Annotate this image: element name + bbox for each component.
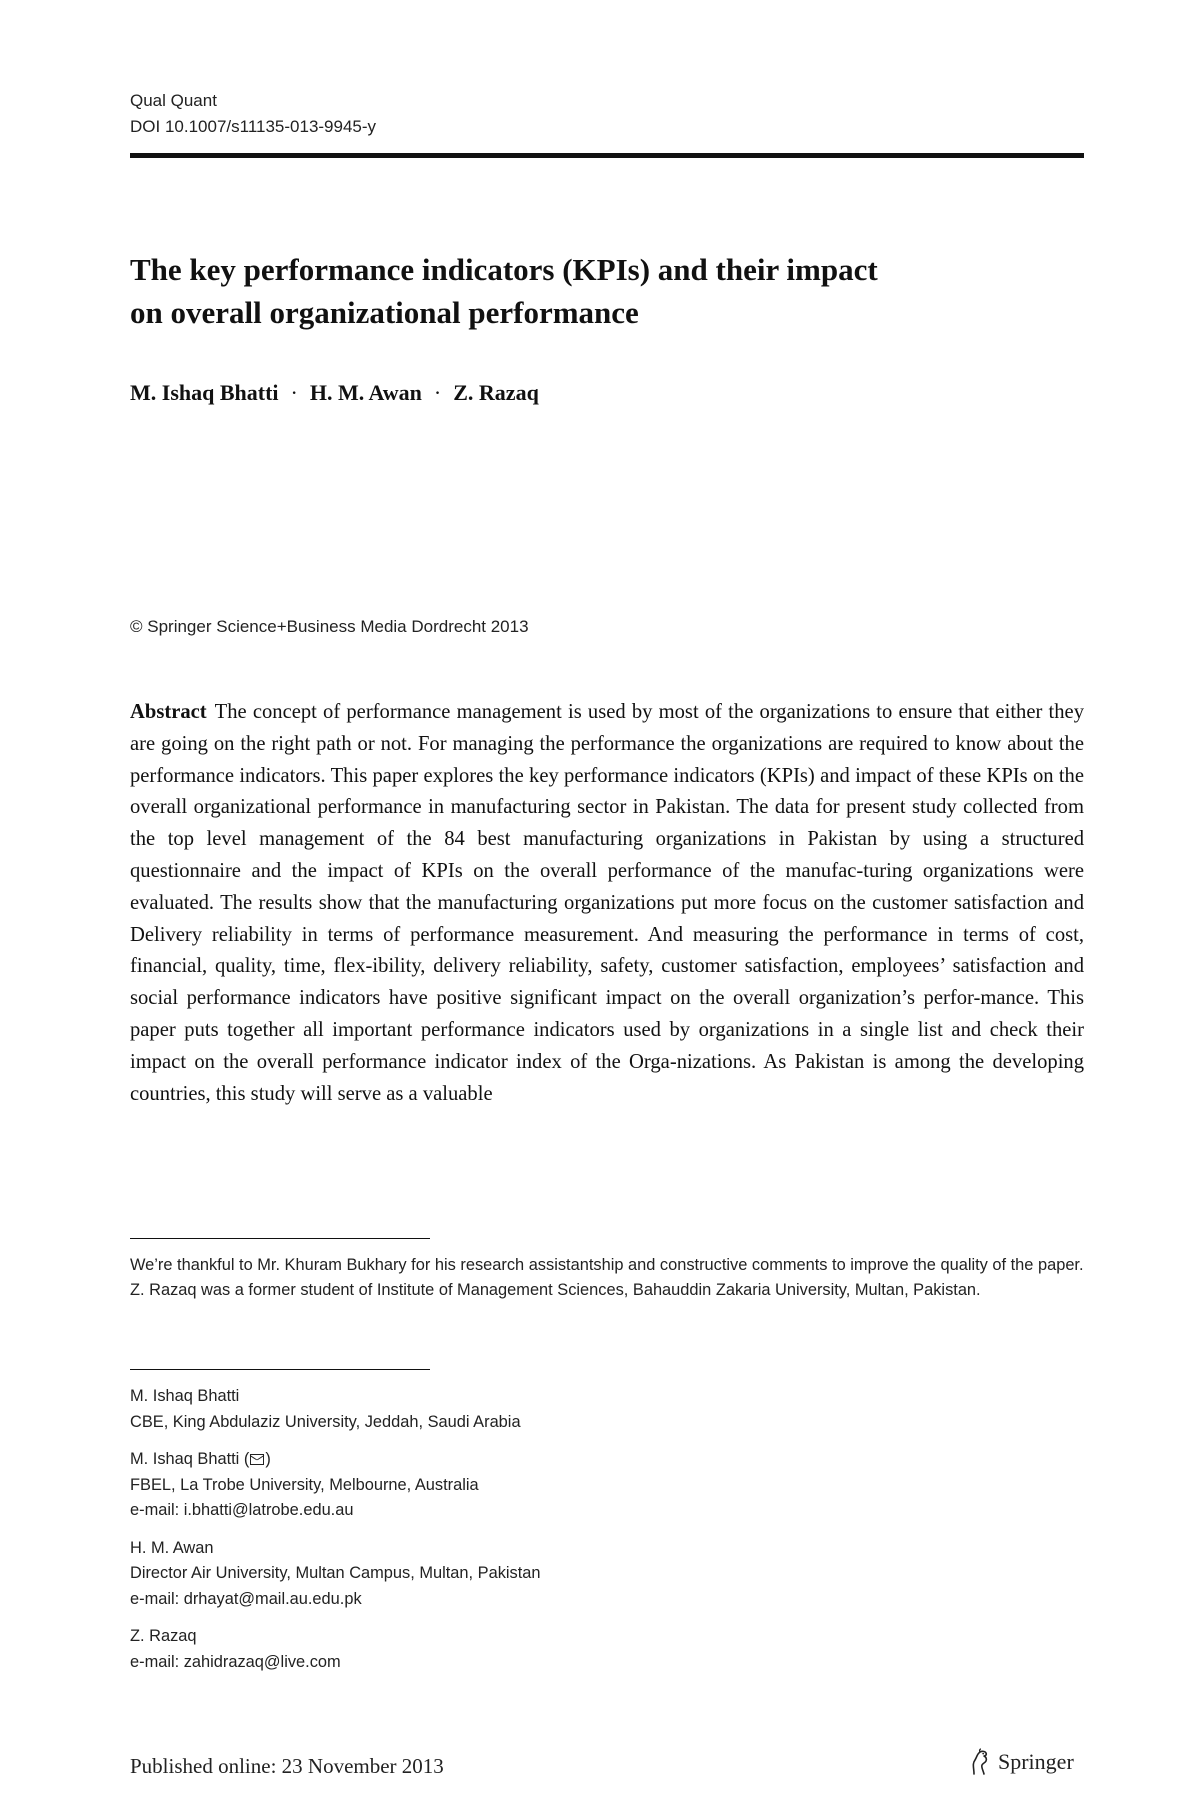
- publisher-logo: [968, 1748, 1074, 1776]
- footnote-author-note: Z. Razaq was a former student of Institute of Management Sciences, Bahauddin Zakaria University, Multan, Pakistan.: [130, 1281, 981, 1299]
- abstract: [130, 697, 1084, 1110]
- abstract-heading: Abstract: [130, 701, 207, 723]
- affiliation-rule: [130, 1369, 430, 1370]
- header-rule: [130, 153, 1084, 158]
- published-date: Published online: 23 November 2013: [130, 1754, 444, 1778]
- affiliation-block: [130, 1384, 1084, 1435]
- footnote-rule: [130, 1238, 430, 1239]
- affiliation-name: M. Ishaq Bhatti: [130, 1450, 240, 1468]
- abstract-text: The concept of performance management is used by most of the organizations to ensure that either they are going on the right path or not. For managing the performance the organizations are required to know about the performance indicators. This paper explores the key performance indicators (KPIs) and impact of these KPIs on the overall organizational performance in manufacturing sector in Pakistan. The data for present study collected from the top level management of the 84 best manufacturing organizations in Pakistan by using a structured questionnaire and the impact of KPIs on the overall performance of the manufac-turing organizations were evaluated. The results show that the manufacturing organizations put more focus on the customer satisfaction and Delivery reliability in terms of performance measurement. And measuring the performance in terms of cost, financial, quality, time, flex-ibility, delivery reliability, safety, customer satisfaction, employees’ satisfaction and social performance indicators have positive significant impact on the overall organization’s perfor-mance. This paper puts together all important performance indicators used by organizations in a single list and check their impact on the overall performance indicator index of the Orga-nizations. As Pakistan is among the developing countries, this study will serve as a valuable: [130, 701, 1085, 1105]
- affiliation-name: H. M. Awan: [130, 1538, 214, 1557]
- affiliation-block: [130, 1447, 1084, 1524]
- footnotes: [130, 1253, 1084, 1303]
- author-name: M. Ishaq Bhatti: [130, 380, 279, 405]
- author-separator: ·: [433, 380, 442, 405]
- affiliation-name: Z. Razaq: [130, 1627, 197, 1645]
- author-name: Z. Razaq: [453, 380, 539, 405]
- affiliation-address: FBEL, La Trobe University, Melbourne, Australia: [130, 1475, 479, 1494]
- footnote-acknowledgement: We’re thankful to Mr. Khuram Bukhary for his research assistantship and constructive comments to improve the quality of the paper.: [130, 1256, 1084, 1274]
- copyright-notice: © Springer Science+Business Media Dordrecht 2013: [130, 617, 529, 636]
- author-separator: ·: [290, 380, 298, 405]
- doi-link[interactable]: DOI 10.1007/s11135-013-9945-y: [130, 117, 377, 136]
- affiliations: [130, 1384, 1084, 1687]
- author-name: H. M. Awan: [309, 380, 422, 405]
- affiliation-email[interactable]: e-mail: i.bhatti@latrobe.edu.au: [130, 1501, 354, 1519]
- affiliation-block: [130, 1536, 1084, 1613]
- springer-horse-icon: [968, 1748, 992, 1776]
- paper-title: [130, 248, 1030, 334]
- title-line-2: on overall organizational performance: [130, 295, 639, 330]
- affiliation-block: [130, 1624, 1084, 1675]
- title-line-1: The key performance indicators (KPIs) and their impact: [130, 252, 878, 287]
- journal-header: [130, 88, 376, 140]
- journal-name: Qual Quant: [130, 91, 217, 110]
- author-list: [130, 378, 539, 408]
- affiliation-name: M. Ishaq Bhatti: [130, 1387, 240, 1405]
- affiliation-email[interactable]: e-mail: zahidrazaq@live.com: [130, 1652, 341, 1671]
- affiliation-address: CBE, King Abdulaziz University, Jeddah, Saudi Arabia: [130, 1412, 521, 1431]
- affiliation-email[interactable]: e-mail: drhayat@mail.au.edu.pk: [130, 1589, 362, 1608]
- affiliation-name-line: M. Ishaq Bhatti ( ): [130, 1450, 271, 1468]
- envelope-icon: [250, 1454, 264, 1465]
- affiliation-address: Director Air University, Multan Campus, Multan, Pakistan: [130, 1564, 541, 1582]
- publisher-name: Springer: [998, 1749, 1074, 1774]
